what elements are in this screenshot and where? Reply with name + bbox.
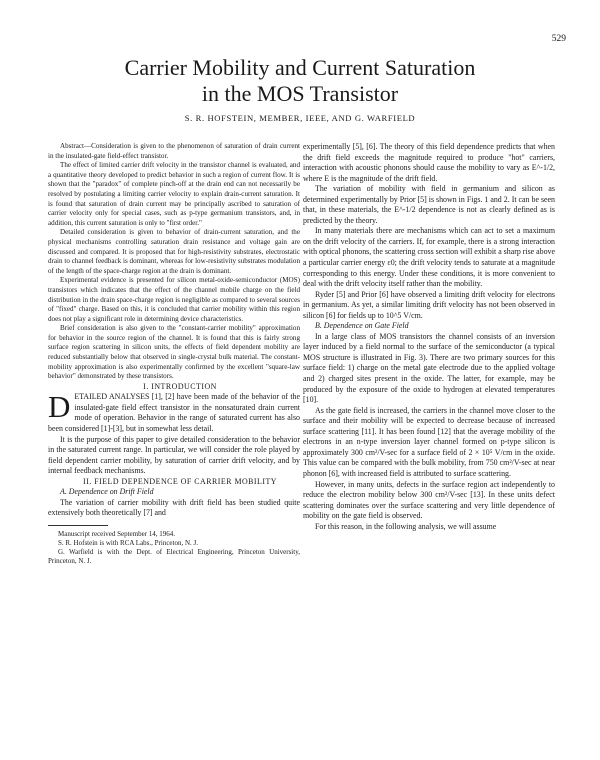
abstract-paragraph: Detailed consideration is given to behavior of drain-current saturation, and the physical mechanisms controlling saturation drain resistance and voltage gain are discussed and compared. It is proposed that for high-resistivity substrates, electrostatic drain to channel feedback is dominant, whereas for low-resistivity substrates modulation of the length of the space-charge region at the drain is dominant. [48,228,300,275]
page-number: 529 [551,34,566,44]
footnotes [48,530,300,566]
intro-text: ETAILED ANALYSES [1], [2] have been made of the behavior of the insulated-gate field effect transistor in the nonsaturated drain current mode of operation. Behavior in the range of saturated current has also been considered [1]-[3], but in somewhat less detail. [48,392,300,434]
intro-paragraph [48,389,300,434]
body-paragraph: For this reason, in the following analysis, we will assume [315,521,497,531]
title-line-2: in the MOS Transistor [201,81,399,106]
abstract-paragraph: Abstract—Consideration is given to the phenomenon of saturation of drain current in the insulated-gate field-effect transistor. [48,142,300,160]
subsection-heading-drift-field: A. Dependence on Drift Field [60,487,154,497]
footnote: S. R. Hofstein is with RCA Labs., Princeton, N. J. [58,538,199,547]
body-paragraph: In a large class of MOS transistors the channel consists of an inversion layer induced by a field normal to the surface of the semiconductor (a typical MOS structure is illustrated in Fig. 3). There are two primary sources for this surface field: 1) charge on the metal gate electrode due to the applied voltage and 2) charged sites present in the oxide. The latter, for example, may be produced by the exposure of the oxide to hydrogen at elevated temperatures [10]. [303,331,555,405]
intro-paragraph: It is the purpose of this paper to give detailed consideration to the behavior in the saturated current range. In particular, we will consider the role played by field dependent carrier mobility, by saturation of carrier drift velocity, and by internal feedback mechanisms. [48,434,300,476]
right-column [303,142,555,532]
body-paragraph: In many materials there are mechanisms which can act to set a maximum on the drift velocity of the carriers. If, for example, there is a strong interaction with optical phonons, the scattering cross section will exhibit a sharp rise above a particular carrier energy ε0; the drift velocity tends to saturate at a magnitude corresponding to this energy. Under these conditions, it is more convenient to deal with the drift velocity itself rather than the mobility. [303,226,555,289]
footnote: Manuscript received September 14, 1964. [58,529,176,538]
abstract-paragraph: Brief consideration is also given to the "constant-carrier mobility" approximation for behavior in the source region of the channel. It is found that this is fairly strong surface region scattering in silicon units, the effects of field dependent mobility are reduced substantially below that observed in single-crystal bulk material. The constant-mobility approximation is also experimentally confirmed by the excellent "square-law behavior" demonstrated by these transistors. [48,324,300,381]
paper-title [0,55,600,107]
body-paragraph: The variation of carrier mobility with drift field has been studied quite extensively both theoretically [7] and [48,497,300,518]
body-paragraph: Ryder [5] and Prior [6] have observed a limiting drift velocity for electrons in germanium. As yet, a similar limiting drift velocity has not been observed in silicon [6] for fields up to 10^5 V/cm. [303,289,555,320]
abstract [48,142,300,382]
section-heading-mobility: II. FIELD DEPENDENCE OF CARRIER MOBILITY [82,476,278,486]
body-paragraph: experimentally [5], [6]. The theory of this field dependence predicts that when the drift field exceeds the magnitude required to produce "hot" carriers, interaction with acoustic phonons should cause the mobility to vary as E^-1/2, where E is the magnitude of the drift field. [303,142,555,183]
subsection-heading-gate-field: B. Dependence on Gate Field [315,321,409,331]
body-paragraph: The variation of mobility with field in germanium and silicon as determined experimentally by Prior [5] is shown in Figs. 1 and 2. It can be seen that, in these materials, the E^-1/2 dependence is not as clearly defined as is predicted by the theory. [303,184,555,225]
abstract-paragraph: Experimental evidence is presented for silicon metal-oxide-semiconductor (MOS) transistors which indicates that the effect of the channel mobile charge on the field distribution in the drain space-charge region is negligible as compared to several sources of "fixed" charge. Based on this, it is concluded that carrier mobility within this region does not play a significant role in determining device characteristics. [48,276,300,323]
authors: S. R. HOFSTEIN, MEMBER, IEEE, AND G. WARFIELD [184,113,416,123]
body-paragraph: However, in many units, defects in the surface region act independently to reduce the electron mobility below 300 cm²/V-sec [13]. In these units defect scattering dominates over the surface scattering and very little dependence of mobility on the gate field is observed. [303,479,555,521]
footnote: G. Warfield is with the Dept. of Electrical Engineering, Princeton University, Princeton, N. J. [48,547,300,565]
abstract-paragraph: The effect of limited carrier drift velocity in the transistor channel is evaluated, and a quantitative theory developed to predict behavior in such a region of current flow. It is shown that the "paradox" of complete pinch-off at the drain end can not necessarily be resolved by postulating a limiting carrier velocity to explain drain-current saturation. It is found that saturation of drain current may be principally ascribed to saturation of carrier velocity only for special cases, such as p-type germanium transistors, and, in addition, this current saturation is only to "first order." [48,161,300,227]
title-line-1: Carrier Mobility and Current Saturation [124,55,476,80]
drop-cap: D [48,389,71,425]
section-heading-introduction: I. INTRODUCTION [143,381,217,391]
left-column [48,142,300,566]
footnote-divider [48,525,108,526]
body-paragraph: As the gate field is increased, the carriers in the channel move closer to the surface and their mobility will be expected to decrease because of increased surface scattering [11]. It has been found [12] that the average mobility of the electrons in an n-type inversion layer channel formed on p-type silicon is approximately 300 cm²/V-sec for a surface field of 2 × 10⁵ V/cm in the oxide. This value can be compared with the bulk mobility, from 750 cm²/V-sec at near phonon [6], with increased field is attributed to surface scattering. [303,405,555,478]
